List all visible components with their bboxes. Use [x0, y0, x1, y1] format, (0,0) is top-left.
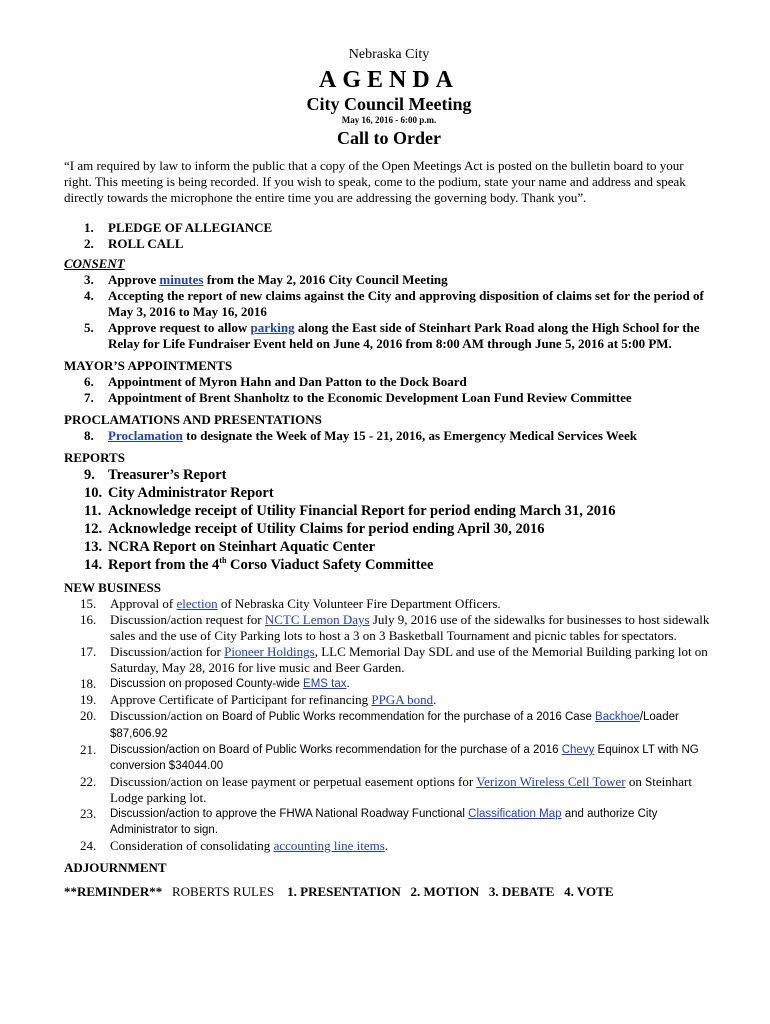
meeting-date: May 16, 2016 - 6:00 p.m. — [341, 115, 437, 125]
list-item: 10. City Administrator Report — [84, 485, 274, 501]
nctc-lemon-days-link[interactable]: NCTC Lemon Days — [264, 612, 370, 627]
election-link[interactable]: election — [176, 596, 218, 611]
minutes-link[interactable]: minutes — [159, 272, 204, 287]
list-item: 20. Discussion/action on Board of Public Works recommendation for the purchase of a 2016 Case Backhoe/Loader $87,606.92 — [80, 708, 679, 740]
list-item: 12. Acknowledge receipt of Utility Claims for period ending April 30, 2016 — [84, 521, 545, 537]
list-item: 5. Approve request to allow parking along the East side of Steinhart Park Road along the High School for the Relay for Life Fundraiser Event held on June 4, 2016 from 8:00 AM through June 5, 2016 at 5:00 PM. — [84, 320, 700, 351]
call-to-order: Call to Order — [337, 128, 441, 148]
accounting-line-items-link[interactable]: accounting line items — [273, 838, 385, 853]
meeting-title: City Council Meeting — [306, 94, 472, 114]
pioneer-holdings-link[interactable]: Pioneer Holdings — [224, 644, 315, 659]
list-item: 14. Report from the 4th Corso Viaduct Safety Committee — [84, 556, 434, 573]
list-item: 9. Treasurer’s Report — [84, 467, 227, 483]
list-item: 19. Approve Certificate of Participant for refinancing PPGA bond. — [80, 692, 437, 707]
section-proclamations: PROCLAMATIONS AND PRESENTATIONS — [64, 412, 322, 427]
section-new-business: NEW BUSINESS — [64, 580, 161, 595]
list-item: 18. Discussion on proposed County-wide EMS tax. — [80, 676, 350, 691]
list-item: 15. Approval of election of Nebraska City Volunteer Fire Department Officers. — [80, 596, 501, 611]
list-item: 17. Discussion/action for Pioneer Holdings, LLC Memorial Day SDL and use of the Memorial Building parking lot on Saturday, May 28, 2016 for live music and Beer Garden. — [80, 644, 708, 675]
parking-link[interactable]: parking — [250, 320, 295, 335]
section-mayors-appointments: MAYOR’S APPOINTMENTS — [64, 358, 233, 373]
mayor-list — [64, 374, 714, 406]
section-reports: REPORTS — [64, 450, 125, 465]
list-item: 3. Approve minutes from the May 2, 2016 City Council Meeting — [84, 272, 448, 287]
page-title: AGENDA — [318, 67, 459, 93]
ems-tax-link[interactable]: EMS tax — [303, 678, 347, 690]
chevy-link[interactable]: Chevy — [561, 744, 595, 756]
list-item: 4. Accepting the report of new claims against the City and approving disposition of claims set for the period of May 3, 2016 to May 16, 2016 — [84, 288, 704, 319]
opening-list — [64, 220, 714, 252]
list-item: 7. Appointment of Brent Shanholtz to the Economic Development Loan Fund Review Committee — [84, 390, 632, 405]
list-item: 23. Discussion/action to approve the FHWA National Roadway Functional Classification Map and authorize City Administrator to sign. — [80, 806, 658, 836]
proclamation-link[interactable]: Proclamation — [108, 428, 183, 443]
org-name: Nebraska City — [348, 47, 430, 62]
roberts-rules-reminder: **REMINDER** ROBERTS RULES 1. PRESENTATION 2. MOTION 3. DEBATE 4. VOTE — [64, 884, 614, 899]
list-item: 11. Acknowledge receipt of Utility Financial Report for period ending March 31, 2016 — [84, 503, 616, 519]
classification-map-link[interactable]: Classification Map — [468, 808, 562, 820]
list-item: 13. NCRA Report on Steinhart Aquatic Center — [84, 539, 376, 555]
backhoe-link[interactable]: Backhoe — [595, 711, 640, 723]
ppga-bond-link[interactable]: PPGA bond — [371, 692, 434, 707]
verizon-cell-tower-link[interactable]: Verizon Wireless Cell Tower — [476, 774, 626, 789]
list-item: 1. PLEDGE OF ALLEGIANCE — [84, 220, 273, 235]
open-meetings-notice: “I am required by law to inform the public that a copy of the Open Meetings Act is posted on the bulletin board to your right. This meeting is being recorded. If you wish to speak, come to the podium, state your name and address and speak directly towards the microphone the entire time you are addressing the governing body. Thank you”. — [64, 158, 686, 205]
list-item: 22. Discussion/action on lease payment or perpetual easement options for Verizon Wireless Cell Tower on Steinhart Lodge parking lot. — [80, 774, 692, 805]
list-item: 16. Discussion/action request for NCTC Lemon Days July 9, 2016 use of the sidewalks for businesses to host sidewalk sales and the use of City Parking lots to host a 3 on 3 Basketball Tournament and picnic tables for spectators. — [80, 612, 710, 643]
list-item: 24. Consideration of consolidating accounting line items. — [80, 838, 389, 853]
section-consent: CONSENT — [64, 256, 125, 271]
consent-list — [64, 272, 714, 352]
list-item: 8. Proclamation to designate the Week of May 15 - 21, 2016, as Emergency Medical Services Week — [84, 428, 637, 443]
agenda-page — [64, 46, 714, 900]
section-adjournment: ADJOURNMENT — [64, 860, 167, 875]
list-item: 21. Discussion/action on Board of Public Works recommendation for the purchase of a 2016 Chevy Equinox LT with NG conversion $34044.00 — [80, 742, 699, 772]
reports-list — [64, 466, 714, 574]
proclamation-list — [64, 428, 714, 444]
new-business-list — [64, 596, 714, 854]
list-item: 6. Appointment of Myron Hahn and Dan Patton to the Dock Board — [84, 374, 467, 389]
list-item: 2. ROLL CALL — [84, 236, 184, 251]
